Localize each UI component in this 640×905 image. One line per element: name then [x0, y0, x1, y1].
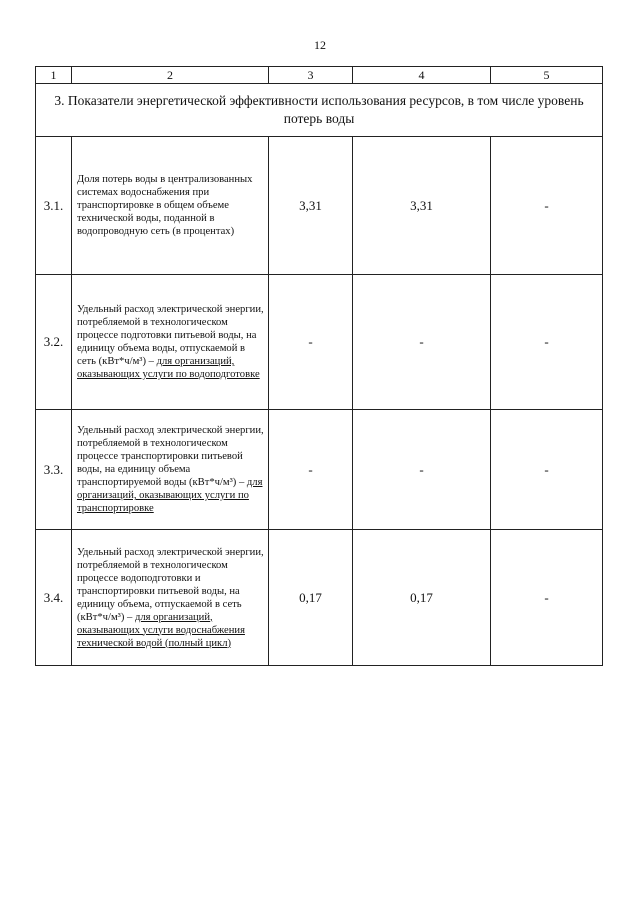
- row-value-col3: -: [269, 410, 353, 530]
- row-description: [72, 275, 269, 410]
- row-value-col4: -: [353, 275, 491, 410]
- row-number: 3.2.: [36, 275, 72, 410]
- row-description-text: Удельный расход электрической энергии, потребляемой в технологическом процессе подготовки питьевой воды, на единицу объема воды, отпускаемой в сеть (кВт*ч/м³) –: [77, 304, 264, 367]
- header-cell: 3: [269, 67, 353, 84]
- header-row: [36, 67, 603, 84]
- row-description-text: Доля потерь воды в централизованных системах водоснабжения при транспортировке в общем объеме технической воды, поданной в водопроводную сеть (в процентах): [77, 174, 253, 237]
- row-description-text: Удельный расход электрической энергии, потребляемой в технологическом процессе водоподготовки и транспортировки питьевой воды, на единицу объема, отпускаемой в сеть (кВт*ч/м³) –: [77, 546, 264, 623]
- header-cell: 1: [36, 67, 72, 84]
- table-row: [36, 275, 603, 410]
- row-description: [72, 410, 269, 530]
- section-title: 3. Показатели энергетической эффективности использования ресурсов, в том числе уровень потерь воды: [36, 84, 603, 137]
- row-value-col4: 3,31: [353, 137, 491, 275]
- row-value-col4: 0,17: [353, 530, 491, 666]
- indicators-table: [35, 66, 603, 666]
- table-row: [36, 410, 603, 530]
- header-cell: 4: [353, 67, 491, 84]
- row-description: [72, 137, 269, 275]
- row-value-col4: -: [353, 410, 491, 530]
- table-row: [36, 137, 603, 275]
- row-value-col5: -: [491, 137, 603, 275]
- row-value-col3: -: [269, 275, 353, 410]
- row-description-text: Удельный расход электрической энергии, потребляемой в технологическом процессе транспортировки питьевой воды, на единицу объема транспортируемой воды (кВт*ч/м³) –: [77, 425, 264, 488]
- row-description: [72, 530, 269, 666]
- row-number: 3.1.: [36, 137, 72, 275]
- row-value-col3: 0,17: [269, 530, 353, 666]
- row-description-underlined: для организаций, оказывающих услуги по водоподготовке: [77, 356, 260, 380]
- row-value-col3: 3,31: [269, 137, 353, 275]
- header-cell: 5: [491, 67, 603, 84]
- row-value-col5: -: [491, 275, 603, 410]
- page-number: 12: [314, 38, 326, 52]
- table-row: [36, 530, 603, 666]
- row-value-col5: -: [491, 530, 603, 666]
- row-description-underlined: для организаций, оказывающих услуги по транспортировке: [77, 477, 263, 514]
- row-value-col5: -: [491, 410, 603, 530]
- row-description-underlined: для организаций, оказывающих услуги водоснабжения технической водой (полный цикл): [77, 611, 245, 649]
- section-row: [36, 84, 603, 137]
- header-cell: 2: [72, 67, 269, 84]
- row-number: 3.4.: [36, 530, 72, 666]
- row-number: 3.3.: [36, 410, 72, 530]
